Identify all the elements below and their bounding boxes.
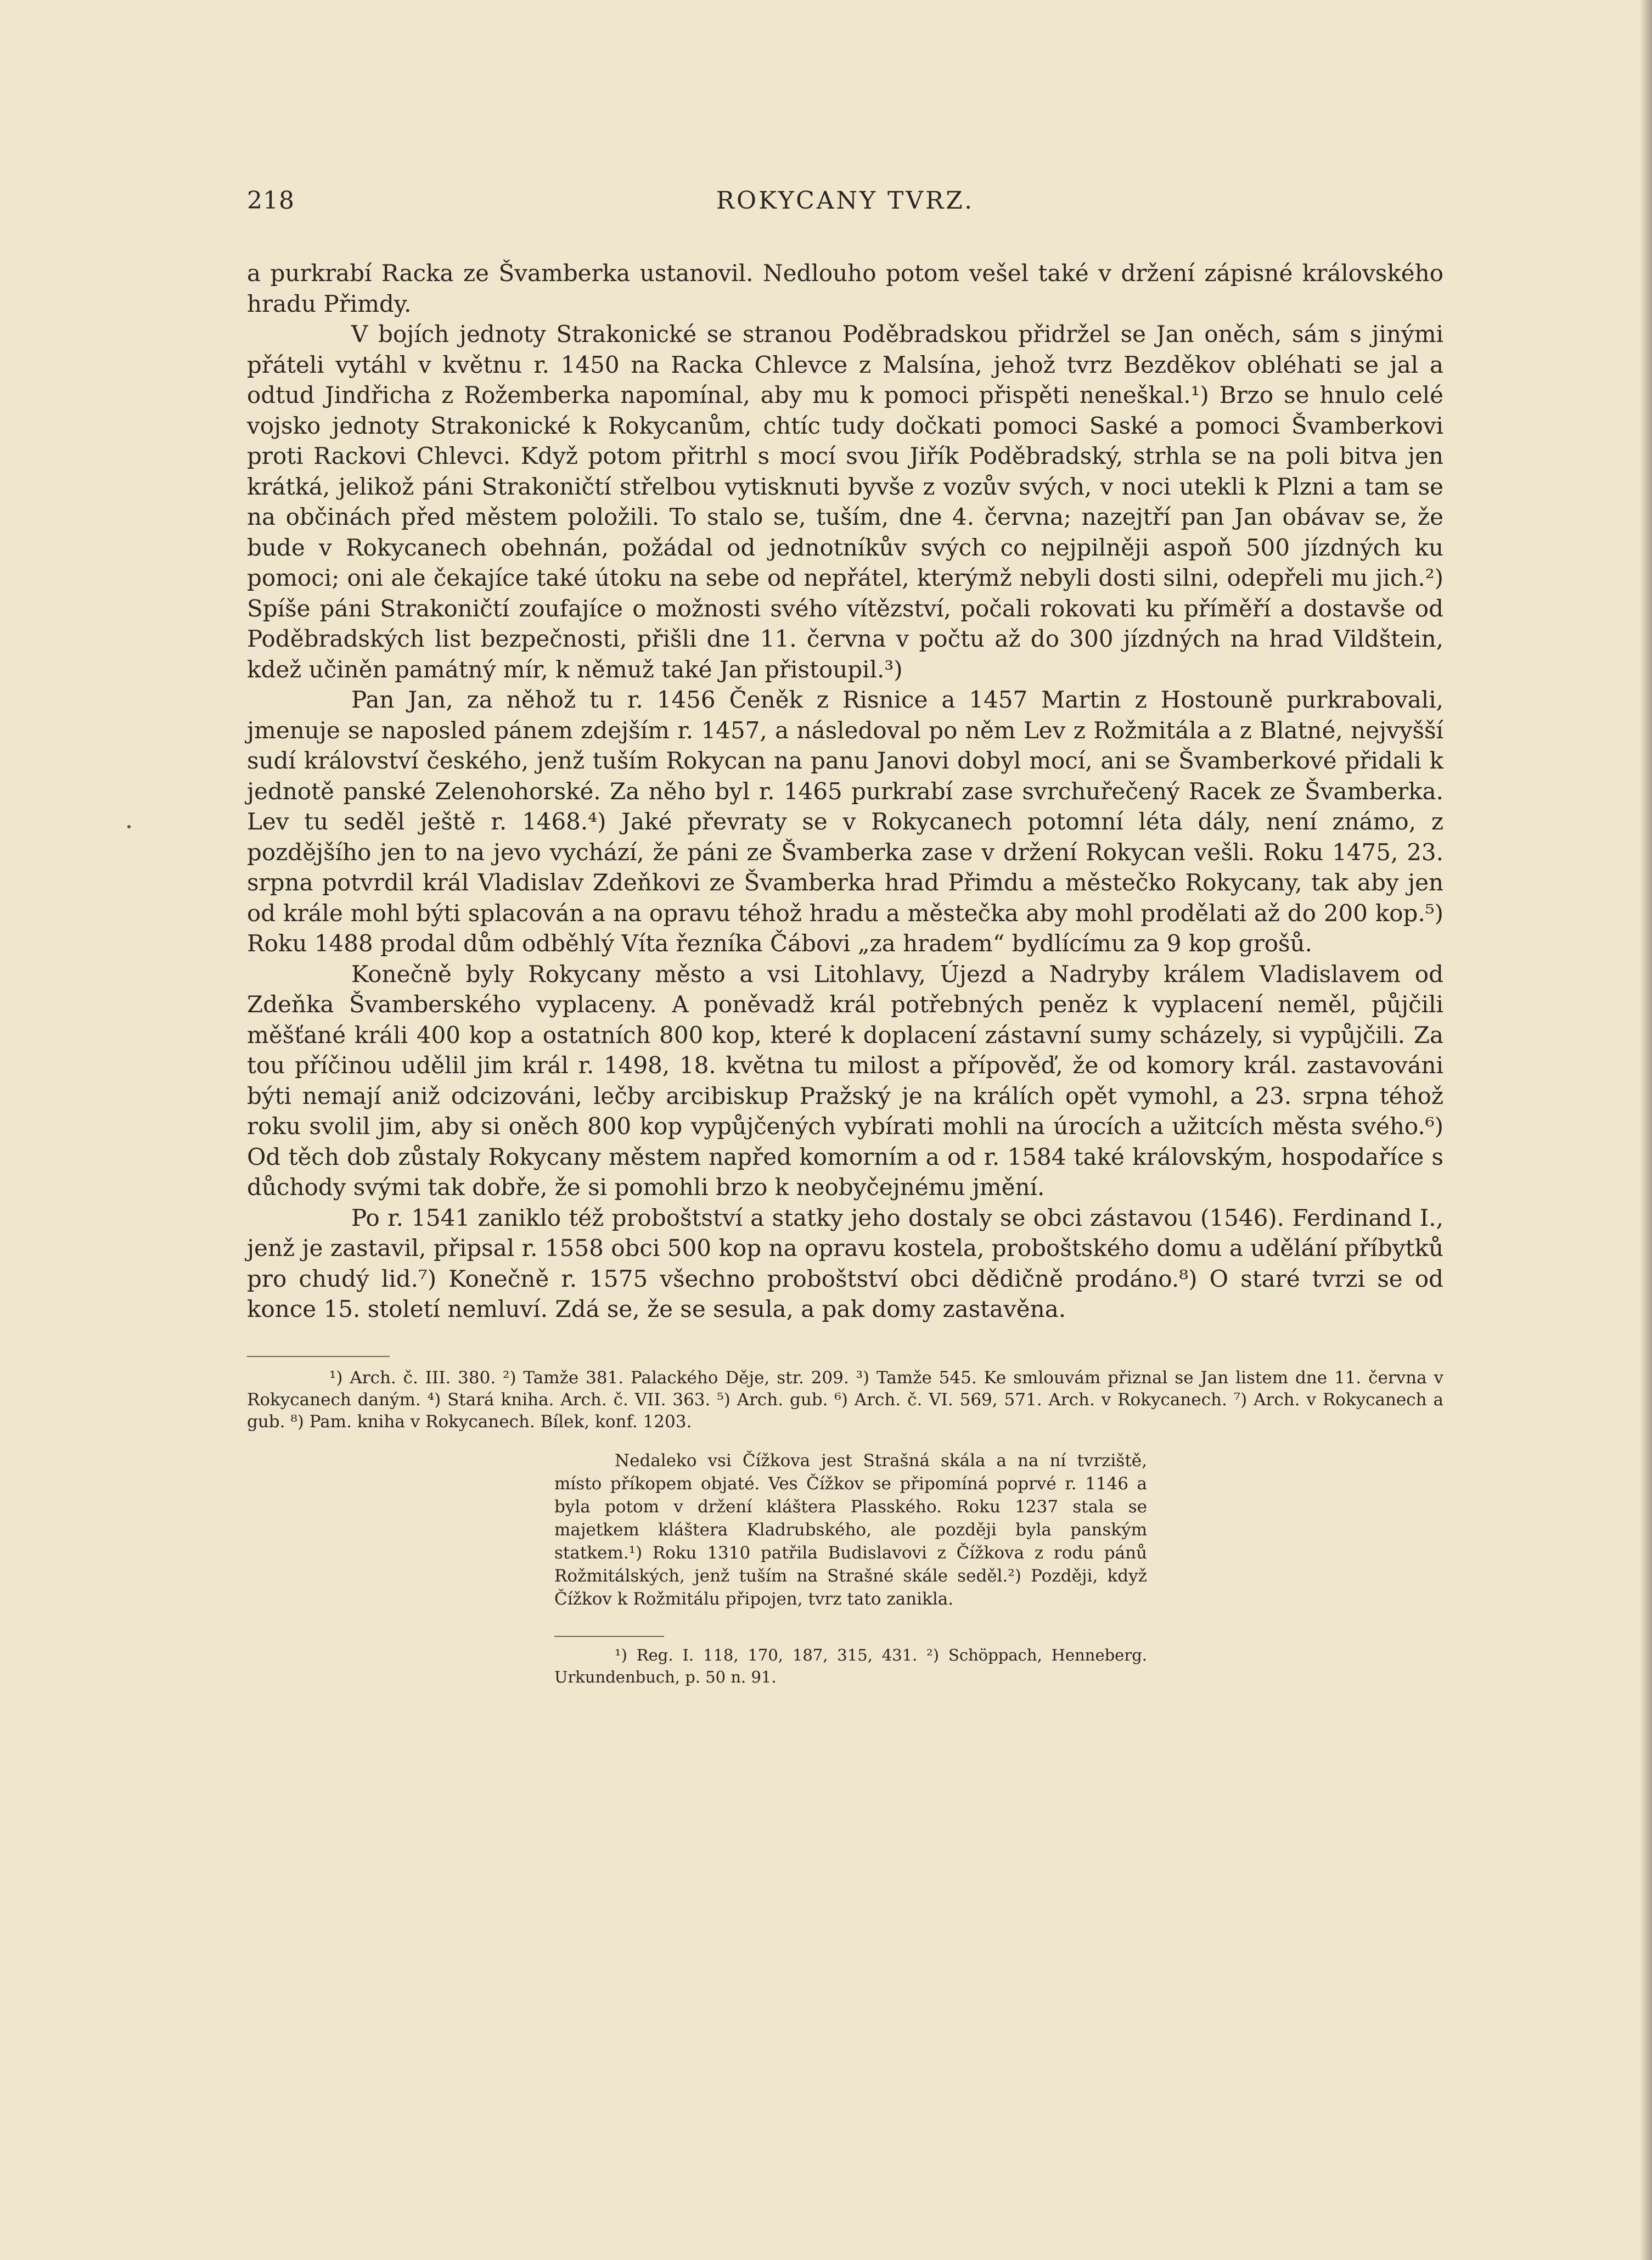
inset-footnote-text: ¹) Reg. I. 118, 170, 187, 315, 431. ²) Schöppach, Henneberg. Urkundenbuch, p. 50 n. 91. <box>554 1646 1147 1686</box>
paragraph-2: V bojích jednoty Strakonické se stranou Poděbradskou přidržel se Jan oněch, sám s jinými přáteli vytáhl v květnu r. 1450 na Racka Chlevce z Malsína, jehož tvrz Bezděkov obléhati se jal a odtud Jindřicha z Rožemberka napomínal, aby mu k pomoci přispěti neneškal.¹) Brzo se hnulo celé vojsko jednoty Strakonické k Rokycanům, chtíc tudy dočkati pomoci Saské a pomoci Švamberkovi proti Rackovi Chlevci. Když potom přitrhl s mocí svou Jiřík Poděbradský, strhla se na poli bitva jen krátká, jelikož páni Strakoničtí střelbou vytisknuti byvše z vozův svých, v noci utekli k Plzni a tam se na občinách před městem položili. To stalo se, tuším, dne 4. června; nazejtří pan Jan obávav se, že bude v Rokycanech obehnán, požádal od jednotníkův svých co nejpilněji aspoň 500 jízdných ku pomoci; oni ale čekajíce také útoku na sebe od nepřátel, kterýmž nebyli dosti silni, odepřeli mu jich.²) Spíše páni Strakoničtí zoufajíce o možnosti svého vítězství, počali rokovati ku příměří a dostavše od Poděbradských list bezpečnosti, přišli dne 11. června v počtu až do 300 jízdných na hrad Vildštein, kdež učiněn památný mír, k němuž také Jan přistoupil.³) <box>247 321 1443 683</box>
paragraph-4: Konečně byly Rokycany město a vsi Litohlavy, Újezd a Nadryby králem Vladislavem od Zdeňka Švamberského vyplaceny. A poněvadž král potřebných peněz k vyplacení neměl, půjčili měšťané králi 400 kop a ostatních 800 kop, které k doplacení zástavní sumy scházely, si vypůjčili. Za tou příčinou udělil jim král r. 1498, 18. května tu milost a přípověď, že od komory král. zastavováni býti nemají aniž odcizováni, lečby arcibiskup Pražský je na králích opět vymohl, a 23. srpna téhož roku svolil jim, aby si oněch 800 kop vypůjčených vybírati mohli na úrocích a užitcích města svého.⁶) Od těch dob zůstaly Rokycany městem napřed komorním a od r. 1584 také královským, hospodaříce s důchody svými tak dobře, že si pomohli brzo k neobyčejnému jmění. <box>247 960 1443 1201</box>
inset-text: Nedaleko vsi Čížkova jest Strašná skála a na ní tvrziště, místo příkopem objaté. Ves Čížkov se připomíná poprvé r. 1146 a byla potom v držení kláštera Plasského. Roku 1237 stala se majetkem kláštera Kladrubského, ale později byla panským statkem.¹) Roku 1310 patřila Budislavovi z Čížkova z rodu pánů Rožmitálských, jenž tuším na Strašné skále seděl.²) Později, když Čížkov k Rožmitálu připojen, tvrz tato zanikla. <box>554 1451 1147 1609</box>
paragraph-1: a purkrabí Racka ze Švamberka ustanovil. Nedlouho potom vešel také v držení zápisné královského hradu Přimdy. <box>247 260 1443 317</box>
inset-footnote-divider <box>554 1636 664 1637</box>
page-number: 218 <box>247 187 295 215</box>
inset-footnotes <box>554 1644 1147 1688</box>
footnote-divider <box>247 1356 390 1357</box>
inset-section <box>554 1449 1147 1611</box>
main-text <box>247 258 1443 1325</box>
footnote-text: ¹) Arch. č. III. 380. ²) Tamže 381. Palackého Děje, str. 209. ³) Tamže 545. Ke smlouvám přiznal se Jan listem dne 11. června v Rokycanech daným. ⁴) Stará kniha. Arch. č. VII. 363. ⁵) Arch. gub. ⁶) Arch. č. VI. 569, 571. Arch. v Rokycanech. ⁷) Arch. v Rokycanech a gub. ⁸) Pam. kniha v Rokycanech. Bílek, konf. 1203. <box>247 1368 1443 1432</box>
margin-speck <box>127 825 131 828</box>
paragraph-5: Po r. 1541 zaniklo též proboštství a statky jeho dostaly se obci zástavou (1546). Ferdinand I., jenž je zastavil, připsal r. 1558 obci 500 kop na opravu kostela, proboštského domu a udělání příbytků pro chudý lid.⁷) Konečně r. 1575 všechno proboštství obci dědičně prodáno.⁸) O staré tvrzi se od konce 15. století nemluví. Zdá se, že se sesula, a pak domy zastavěna. <box>247 1204 1443 1322</box>
page-header <box>247 187 1443 231</box>
running-title: ROKYCANY TVRZ. <box>716 187 975 215</box>
footnotes <box>247 1367 1443 1433</box>
paragraph-3: Pan Jan, za něhož tu r. 1456 Čeněk z Risnice a 1457 Martin z Hostouně purkrabovali, jmenuje se naposled pánem zdejším r. 1457, a následoval po něm Lev z Rožmitála a z Blatné, nejvyšší sudí království českého, jenž tuším Rokycan na panu Janovi dobyl mocí, ani se Švamberkové přidali k jednotě panské Zelenohorské. Za něho byl r. 1465 purkrabí zase svrchuřečený Racek ze Švamberka. Lev tu seděl ještě r. 1468.⁴) Jaké převraty se v Rokycanech potomní léta dály, není známo, z pozdějšího jen to na jevo vychází, že páni ze Švamberka zase v držení Rokycan vešli. Roku 1475, 23. srpna potvrdil král Vladislav Zdeňkovi ze Švamberka hrad Přimdu a městečko Rokycany, tak aby jen od krále mohl býti splacován a na opravu téhož hradu a městečka aby mohl prodělati až do 200 kop.⁵) Roku 1488 prodal dům odběhlý Víta řezníka Čábovi „za hradem“ bydlícímu za 9 kop grošů. <box>247 686 1443 957</box>
